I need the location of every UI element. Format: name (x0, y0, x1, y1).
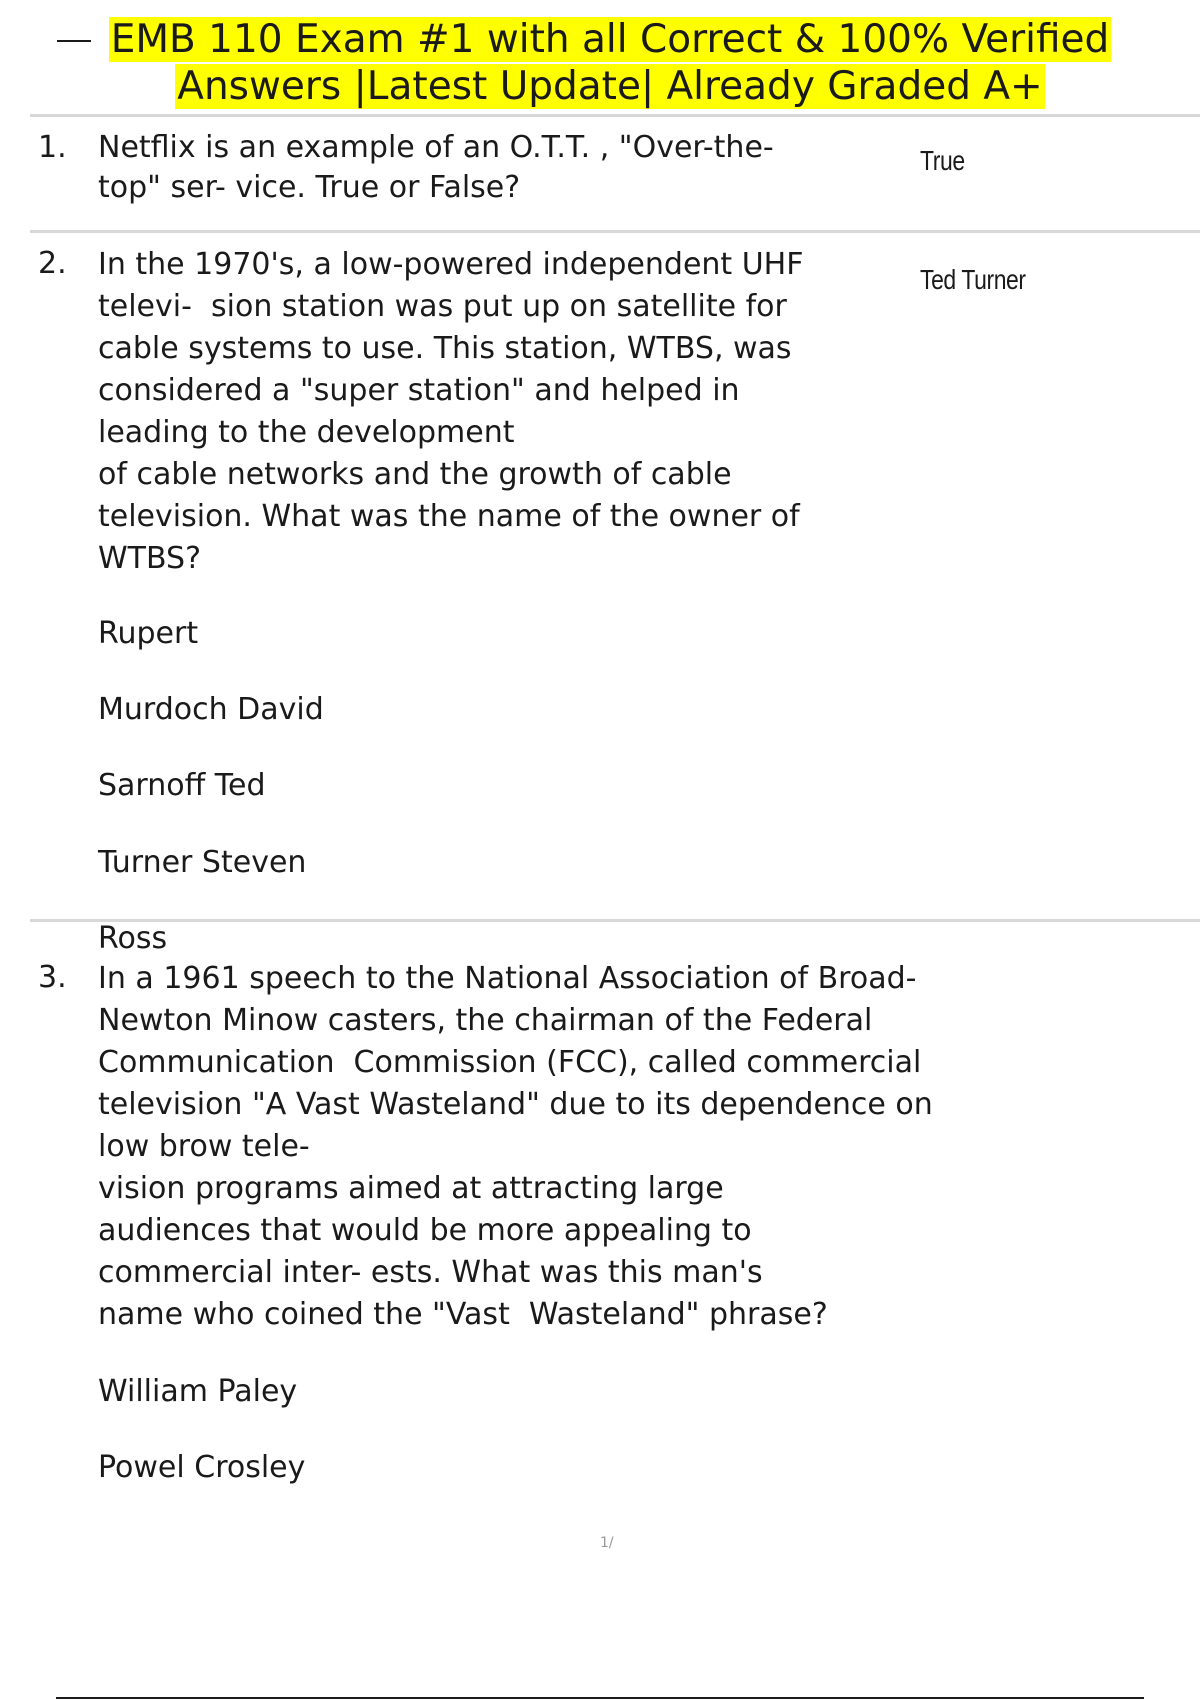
answer-text: Ted Turner (920, 264, 1026, 295)
option-item: Turner Steven (98, 845, 307, 880)
document-title (55, 16, 1165, 110)
title-line-2: Answers |Latest Update| Already Graded A+ (177, 64, 1043, 109)
footer-rule (56, 1697, 1144, 1699)
option-item: Sarnoff Ted (98, 768, 266, 803)
question-number: 1. (38, 130, 67, 165)
page-number: 1/ (600, 1535, 614, 1551)
question-text: In a 1961 speech to the National Association of Broad- Newton Minow casters, the chairman of the Federal Communication Commission (FCC), called commercial television "A Vast Wasteland" due to its dependence on low brow tele- vision programs aimed at attracting large audiences that would be more appealing to commercial inter- ests. What was this man's name who coined the "Vast Wasteland" phrase? (98, 961, 933, 1332)
divider (30, 114, 1200, 117)
option-item: Ross (98, 921, 168, 956)
question-text: Netflix is an example of an O.T.T. , "Over-the- top" ser- vice. True or False? (98, 130, 774, 205)
option-item: Rupert (98, 616, 199, 651)
option-item: Murdoch David (98, 692, 324, 727)
title-line-1: EMB 110 Exam #1 with all Correct & 100% Verified (110, 17, 1110, 62)
option-item: William Paley (98, 1374, 298, 1409)
answer-text: True (920, 145, 965, 176)
divider (30, 919, 1200, 922)
option-item: Powel Crosley (98, 1450, 306, 1485)
divider (30, 230, 1200, 233)
question-number: 3. (38, 960, 67, 995)
question-number: 2. (38, 246, 67, 281)
question-text: In the 1970's, a low-powered independent UHF televi- sion station was put up on satellite for cable systems to use. This station, WTBS, was considered a "super station" and helped in leading to the development of cable networks and the growth of cable television. What was the name of the owner of WTBS? (98, 247, 804, 576)
